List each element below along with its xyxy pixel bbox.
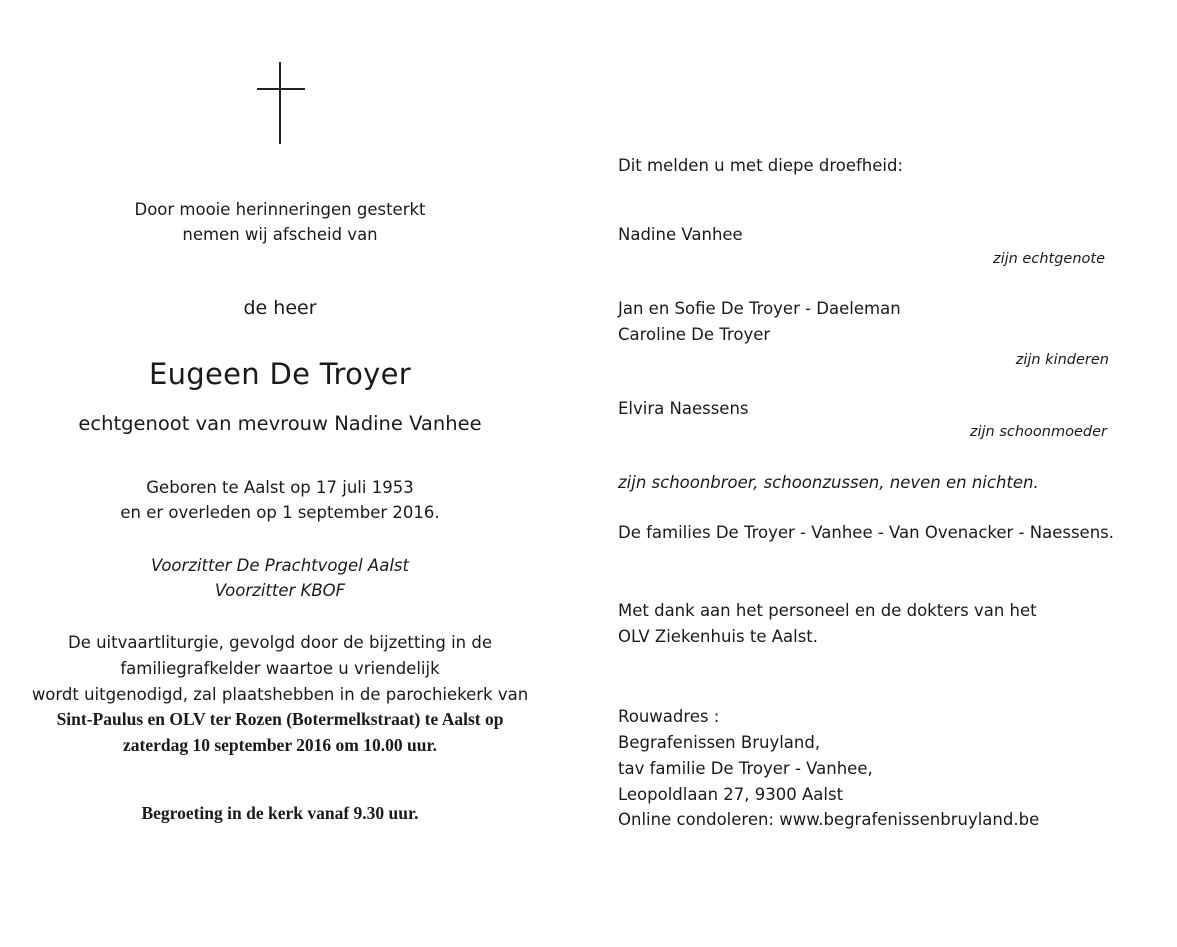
address-line-4: Leopoldlaan 27, 9300 Aalst: [618, 785, 844, 804]
thanks-line-1: Met dank aan het personeel en de dokters van het: [618, 601, 1037, 620]
ceremony-line-1: De uitvaartliturgie, gevolgd door de bijzetting in de: [67, 633, 493, 652]
ceremony-line-2: familiegrafkelder waartoe u vriendelijk: [120, 659, 440, 678]
relation-spouse: zijn echtgenote: [992, 251, 1105, 267]
greeting-line: Begroeting in de kerk vanaf 9.30 uur.: [141, 803, 419, 823]
announcement: Dit melden u met diepe droefheid:: [618, 156, 904, 175]
family-children-1: Jan en Sofie De Troyer - Daeleman: [618, 299, 901, 318]
relation-children: zijn kinderen: [1015, 352, 1109, 368]
role-1: Voorzitter De Prachtvogel Aalst: [151, 556, 409, 575]
address-line-2: Begrafenissen Bruyland,: [618, 733, 821, 752]
address-line-5: Online condoleren: www.begrafenissenbruyland.be: [618, 810, 1040, 829]
spouse-line: echtgenoot van mevrouw Nadine Vanhee: [78, 412, 482, 435]
family-children-2: Caroline De Troyer: [618, 325, 771, 344]
address-line-3: tav familie De Troyer - Vanhee,: [618, 759, 873, 778]
ceremony-line-5: zaterdag 10 september 2016 om 10.00 uur.: [122, 735, 437, 755]
family-spouse: Nadine Vanhee: [618, 225, 743, 244]
intro-line-1: Door mooie herinneringen gesterkt: [134, 200, 426, 219]
relation-mother-in-law: zijn schoonmoeder: [969, 424, 1107, 440]
role-2: Voorzitter KBOF: [214, 581, 346, 600]
thanks-line-2: OLV Ziekenhuis te Aalst.: [618, 627, 819, 646]
ceremony-line-4: Sint-Paulus en OLV ter Rozen (Botermelkstraat) te Aalst op: [56, 709, 504, 729]
death-line: en er overleden op 1 september 2016.: [120, 503, 440, 522]
address-line-1: Rouwadres :: [618, 707, 720, 726]
cross-icon: [257, 62, 305, 144]
family-others: zijn schoonbroer, schoonzussen, neven en nichten.: [618, 473, 1039, 492]
birth-line: Geboren te Aalst op 17 juli 1953: [146, 478, 414, 497]
deceased-name: Eugeen De Troyer: [149, 357, 411, 391]
family-mother-in-law: Elvira Naessens: [618, 399, 749, 418]
families-line: De families De Troyer - Vanhee - Van Ovenacker - Naessens.: [618, 523, 1114, 542]
intro-line-2: nemen wij afscheid van: [182, 225, 378, 244]
ceremony-line-3: wordt uitgenodigd, zal plaatshebben in de parochiekerk van: [31, 685, 529, 704]
title-prefix: de heer: [243, 297, 317, 319]
